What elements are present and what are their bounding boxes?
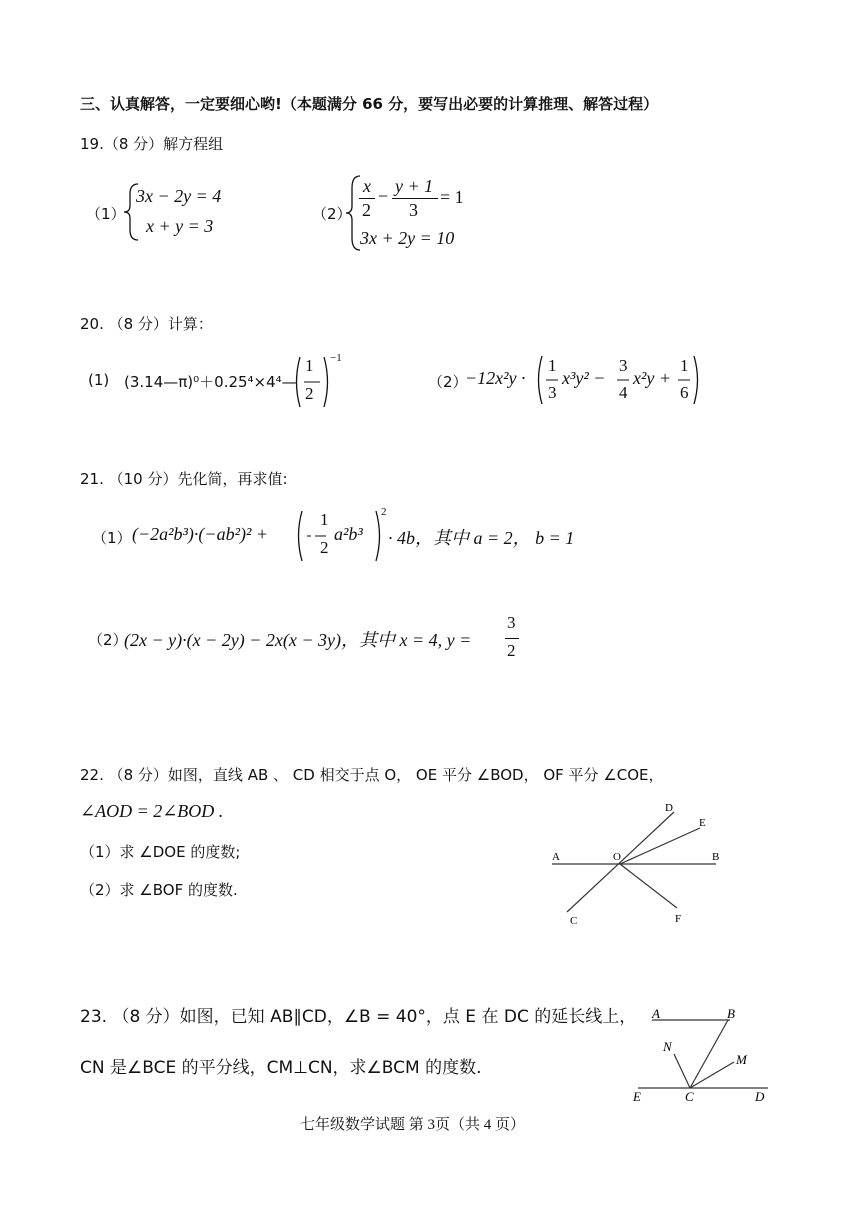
q19-p1-eq2: x + y = 3 <box>146 216 214 236</box>
label-b: B <box>712 851 720 863</box>
q21-p1-expr-c: · 4b，其中 a = 2， b = 1 <box>388 528 575 548</box>
label-c: C <box>685 1089 694 1104</box>
q19-stem: 19.（8 分）解方程组 <box>80 135 224 153</box>
q23-stem-line1: 23. （8 分）如图，已知 AB∥CD，∠B = 40°，点 E 在 DC 的延长线上， <box>80 1007 637 1027</box>
q19-p2-frac2-den: 3 <box>409 200 418 220</box>
q22-stem-line2: ∠AOD = 2∠BOD . <box>80 801 224 821</box>
q21-p2-frac-bar <box>505 638 519 639</box>
q20-p1-frac-den: 2 <box>305 384 314 403</box>
q19-p2-frac1-bar <box>359 198 375 199</box>
q20-part1-expr: (3.14—π)⁰＋0.25⁴×4⁴— <box>124 373 297 391</box>
q20-p2-parens <box>534 354 702 406</box>
q21-p2-expr: (2x − y)·(x − 2y) − 2x(x − 3y)，其中 x = 4, y = <box>124 630 472 650</box>
q22-sub2: （2）求 ∠BOF 的度数. <box>80 881 238 899</box>
section-heading: 三、认真解答，一定要细心哟!（本题满分 66 分，要写出必要的计算推理、解答过程） <box>80 95 659 113</box>
q19-part2-label: （2） <box>312 205 352 223</box>
label-m: M <box>736 1052 747 1067</box>
q21-p2-frac-den: 2 <box>507 641 516 660</box>
q23-stem-line2: CN 是∠BCE 的平分线，CM⊥CN，求∠BCM 的度数. <box>80 1058 482 1078</box>
label-d: D <box>665 802 673 814</box>
q22-sub1: （1）求 ∠DOE 的度数; <box>80 843 241 861</box>
q21-p2-frac-num: 3 <box>507 613 516 632</box>
q21-part2-label: （2） <box>88 631 128 649</box>
q20-stem: 20. （8 分）计算： <box>80 315 213 333</box>
label-e: E <box>699 817 706 829</box>
q19-p1-eq1: 3x − 2y = 4 <box>136 186 222 206</box>
q20-p2-expr-a: −12x²y · <box>465 368 526 388</box>
q20-part1-label: (1) <box>88 371 110 389</box>
q21-p1-expr-a: (−2a²b³)·(−ab²)² + <box>132 524 269 544</box>
label-c: C <box>570 915 578 927</box>
label-d: D <box>755 1089 765 1104</box>
q22-stem-line1: 22. （8 分）如图，直线 AB 、 CD 相交于点 O， OE 平分 ∠BOD， OF 平分 ∠COE， <box>80 766 664 784</box>
q21-part1-label: （1） <box>92 529 132 547</box>
q23-figure <box>628 1000 778 1108</box>
q19-p2-minus: − <box>378 186 389 206</box>
label-e: E <box>633 1089 641 1104</box>
q20-p2-f3-den: 6 <box>680 383 689 402</box>
q20-part2-label: （2） <box>428 373 468 391</box>
q20-p1-frac-num: 1 <box>305 356 314 375</box>
ray-cn <box>674 1054 690 1088</box>
label-b: B <box>727 1006 735 1021</box>
q20-p2-f1-den: 3 <box>548 383 557 402</box>
label-o: O <box>613 851 621 863</box>
q19-p2-frac1-num: x <box>363 176 371 196</box>
q21-stem: 21. （10 分）先化简，再求值: <box>80 470 288 488</box>
q19-part1-label: （1） <box>86 205 126 223</box>
label-a: A <box>652 1006 660 1021</box>
q21-p1-frac-num: 1 <box>320 510 329 529</box>
q20-p2-expr-c: x²y + <box>633 368 672 388</box>
q20-p2-f1-num: 1 <box>548 356 557 375</box>
segment-cb <box>690 1020 728 1088</box>
q20-p2-f2-num: 3 <box>619 356 628 375</box>
q19-p2-frac1-den: 2 <box>362 200 371 220</box>
ray-of <box>620 864 677 908</box>
q19-p2-eq1-rhs: = 1 <box>440 187 464 207</box>
label-n: N <box>663 1039 672 1054</box>
ray-oe <box>620 828 700 864</box>
label-f: F <box>675 913 682 925</box>
q19-p2-frac2-num: y + 1 <box>395 176 434 196</box>
q20-p2-f3-num: 1 <box>680 356 689 375</box>
page-footer: 七年级数学试题 第 3页（共 4 页） <box>300 1117 526 1133</box>
q20-p2-expr-b: x³y² − <box>562 368 606 388</box>
q22-figure <box>540 798 730 928</box>
label-a: A <box>552 851 560 863</box>
q19-p2-eq2: 3x + 2y = 10 <box>360 228 455 248</box>
q19-p2-frac2-bar <box>392 198 438 199</box>
q21-p1-exponent: 2 <box>381 506 387 518</box>
q21-p1-expr-b: a²b³ <box>334 524 363 544</box>
q20-p2-f2-den: 4 <box>619 383 628 402</box>
q21-p1-frac-den: 2 <box>320 538 329 557</box>
q20-p1-exponent: −1 <box>330 352 342 364</box>
